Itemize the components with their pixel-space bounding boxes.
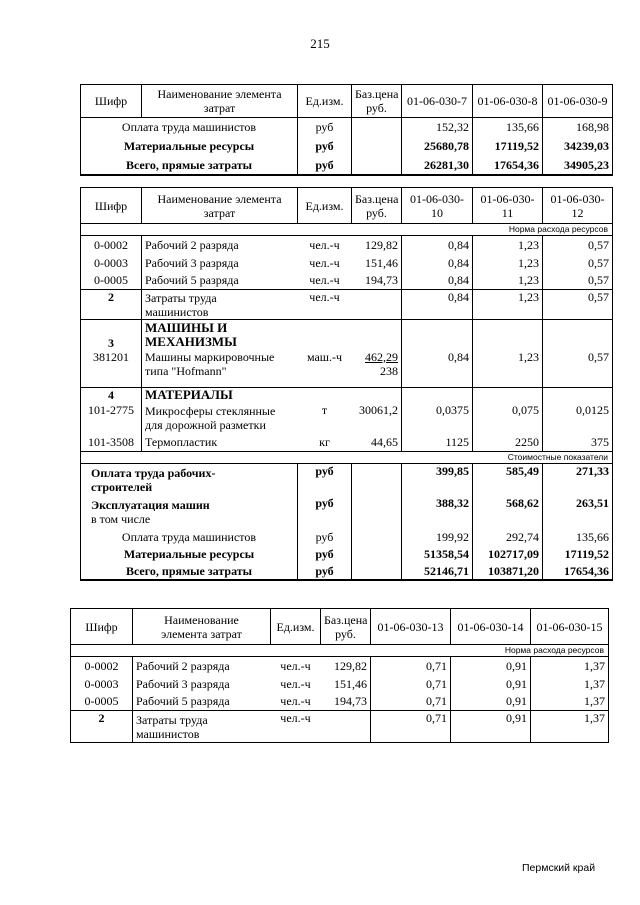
row-value-3: 17119,52	[543, 546, 613, 563]
row-value-2: 102717,09	[473, 546, 543, 563]
header-unit: Ед.изм.	[298, 85, 352, 118]
table-row	[81, 137, 613, 156]
row-code: 2	[71, 711, 133, 743]
table-header	[81, 188, 613, 224]
section-row	[81, 388, 613, 403]
section-title: МАШИНЫ И МЕХАНИЗМЫ	[142, 320, 298, 350]
section-label-row	[81, 224, 613, 236]
row-value-2: 17654,36	[473, 156, 543, 175]
row-value-1: 388,32	[402, 496, 473, 528]
row-code: 0-0002	[81, 236, 142, 254]
row-name: Рабочий 2 разряда	[142, 236, 298, 254]
table-row	[81, 272, 613, 290]
row-code: 381201	[81, 350, 142, 388]
row-value-1: 399,85	[402, 464, 473, 496]
table-row	[81, 496, 613, 528]
section-row	[81, 320, 613, 350]
header-col-3: 01-06-030-15	[531, 609, 609, 645]
row-price: 30061,2	[359, 402, 398, 417]
row-value-1: 0,84	[402, 236, 473, 254]
row-value-1: 199,92	[402, 528, 473, 546]
section-label-row	[81, 452, 613, 464]
resource-table-2	[80, 187, 613, 581]
row-code: 0-0003	[81, 254, 142, 272]
row-price: 194,73	[352, 272, 402, 290]
footer-region: Пермский край	[522, 862, 596, 874]
row-name: Оплата труда рабочих- строителей	[81, 464, 298, 496]
row-name: Всего, прямые затраты	[81, 156, 298, 175]
table-row	[81, 118, 613, 137]
row-name: Рабочий 2 разряда	[133, 657, 271, 675]
row-name: Микросферы стеклянные для дорожной разметки	[142, 403, 298, 434]
row-value-1: 25680,78	[402, 137, 473, 156]
table-row	[81, 464, 613, 496]
norm-label: Норма расхода ресурсов	[71, 645, 609, 657]
row-unit: руб	[298, 546, 352, 563]
page-number: 215	[310, 36, 330, 51]
header-unit: Ед.изм.	[271, 609, 321, 645]
row-unit: чел.-ч	[271, 711, 321, 743]
table-row	[81, 156, 613, 175]
row-value-1: 1125	[402, 434, 473, 452]
row-unit: чел.-ч	[298, 272, 352, 290]
table-row	[71, 657, 609, 675]
row-unit: т	[321, 402, 328, 417]
table-row	[71, 693, 609, 711]
row-value-3: 168,98	[543, 118, 613, 137]
row-value-2: 1,23	[473, 350, 543, 388]
resource-table-1	[80, 84, 613, 176]
row-value-3: 0,57	[543, 236, 613, 254]
norm-label: Норма расхода ресурсов	[81, 224, 613, 236]
header-unit: Ед.изм.	[298, 188, 352, 224]
row-value-3: 375	[543, 434, 613, 452]
row-code: 101-2775	[81, 403, 142, 434]
row-unit: чел.-ч	[280, 676, 311, 691]
row-value-1: 0,84	[402, 254, 473, 272]
row-value-1: 0,0375	[402, 403, 473, 434]
row-value-3: 0,57	[543, 290, 613, 320]
row-price: 151,46	[334, 676, 367, 691]
table-row	[81, 563, 613, 580]
row-unit: руб	[298, 464, 352, 496]
table-row	[81, 528, 613, 546]
row-value-2: 1,23	[473, 272, 543, 290]
row-name: Материальные ресурсы	[81, 137, 298, 156]
row-value-3: 17654,36	[543, 563, 613, 580]
row-name: Затраты труда машинистов	[142, 290, 298, 320]
header-name: Наименование элемента затрат	[142, 188, 298, 224]
row-name: Всего, прямые затраты	[81, 563, 298, 580]
row-value-1: 0,84	[402, 350, 473, 388]
row-value-3: 271,33	[543, 464, 613, 496]
row-name: Рабочий 5 разряда	[142, 272, 298, 290]
table-row	[71, 675, 609, 693]
header-code: Шифр	[71, 609, 133, 645]
header-col-1: 01-06-030- 10	[402, 188, 473, 224]
row-value-2: 1,23	[473, 236, 543, 254]
table-row	[71, 711, 609, 743]
row-value-3: 1,37	[531, 693, 609, 711]
header-col-2: 01-06-030-8	[473, 85, 543, 118]
row-value-1: 0,84	[402, 290, 473, 320]
row-code: 2	[81, 290, 142, 320]
row-value-1: 0,71	[371, 711, 451, 743]
row-value-2: 103871,20	[473, 563, 543, 580]
row-unit: руб	[298, 137, 352, 156]
row-value-2: 0,075	[473, 403, 543, 434]
header-col-2: 01-06-030-14	[451, 609, 531, 645]
row-value-2: 135,66	[473, 118, 543, 137]
row-value-2: 292,74	[473, 528, 543, 546]
row-code: 101-3508	[81, 434, 142, 452]
section-code: 4	[81, 388, 142, 403]
row-price: 194,73	[321, 693, 371, 711]
row-value-3: 0,0125	[543, 403, 613, 434]
row-value-3: 1,37	[531, 711, 609, 743]
table-row	[81, 350, 613, 388]
row-name: Эксплуатация машин в том числе	[81, 496, 298, 528]
row-name: Оплата труда машинистов	[81, 528, 298, 546]
row-name: Рабочий 3 разряда	[133, 675, 271, 693]
row-code: 0-0005	[71, 693, 133, 711]
row-value-2: 17119,52	[473, 137, 543, 156]
row-value-1: 0,71	[371, 657, 451, 675]
row-value-1: 52146,71	[402, 563, 473, 580]
row-value-1: 0,71	[371, 675, 451, 693]
row-code: 0-0003	[71, 675, 133, 693]
row-value-1: 0,71	[371, 693, 451, 711]
header-price: Баз.цена руб.	[352, 85, 402, 118]
row-value-3: 263,51	[543, 496, 613, 528]
row-unit: кг	[319, 435, 330, 450]
row-value-3: 0,57	[543, 254, 613, 272]
row-value-3: 1,37	[531, 657, 609, 675]
row-name: Затраты труда машинистов	[133, 711, 271, 743]
row-value-2: 0,91	[451, 711, 531, 743]
row-value-2: 0,91	[451, 657, 531, 675]
header-col-1: 01-06-030-7	[402, 85, 473, 118]
table-row	[81, 290, 613, 320]
row-price: 151,46	[365, 255, 398, 270]
section-title: МАТЕРИАЛЫ	[142, 388, 298, 403]
resource-table-3	[70, 608, 609, 743]
row-value-2: 585,49	[473, 464, 543, 496]
row-value-2: 2250	[473, 434, 543, 452]
row-value-2: 1,23	[473, 254, 543, 272]
row-name: Термопластик	[142, 434, 298, 452]
row-value-3: 34239,03	[543, 137, 613, 156]
header-code: Шифр	[81, 188, 142, 224]
row-value-2: 1,23	[473, 290, 543, 320]
header-name: Наименование элемента затрат	[133, 609, 271, 645]
table-row	[81, 236, 613, 254]
header-col-3: 01-06-030- 12	[543, 188, 613, 224]
row-value-1: 51358,54	[402, 546, 473, 563]
table-row	[81, 546, 613, 563]
row-value-1: 26281,30	[402, 156, 473, 175]
row-price: 129,82	[365, 237, 398, 252]
row-unit: руб	[298, 528, 352, 546]
section-label-row	[71, 645, 609, 657]
table-row	[81, 434, 613, 452]
row-value-2: 0,91	[451, 675, 531, 693]
row-value-1: 0,84	[402, 272, 473, 290]
row-unit: чел.-ч	[280, 658, 311, 673]
header-price: Баз.цена руб.	[352, 188, 402, 224]
row-unit: чел.-ч	[298, 290, 352, 320]
header-col-1: 01-06-030-13	[371, 609, 451, 645]
row-unit: руб	[298, 118, 352, 137]
row-code: 0-0002	[71, 657, 133, 675]
header-price: Баз.цена руб.	[321, 609, 371, 645]
section-code: 3	[81, 320, 142, 350]
row-price: 129,82	[334, 658, 367, 673]
row-unit: чел.-ч	[309, 255, 340, 270]
row-unit: руб	[298, 563, 352, 580]
row-value-3: 0,57	[543, 272, 613, 290]
row-unit: чел.-ч	[309, 237, 340, 252]
row-unit: чел.-ч	[271, 693, 321, 711]
row-value-3: 0,57	[543, 350, 613, 388]
row-name: Материальные ресурсы	[81, 546, 298, 563]
header-col-3: 01-06-030-9	[543, 85, 613, 118]
header-code: Шифр	[81, 85, 142, 118]
row-value-2: 568,62	[473, 496, 543, 528]
row-name: Машины маркировочные типа "Hofmann"	[142, 350, 298, 388]
row-value-1: 152,32	[402, 118, 473, 137]
row-unit: руб	[298, 496, 352, 528]
table-header	[71, 609, 609, 645]
row-value-3: 34905,23	[543, 156, 613, 175]
row-price: 44,65	[371, 435, 398, 450]
table-row	[81, 403, 613, 434]
cost-label: Стоимостные показатели	[81, 452, 613, 464]
table-row	[81, 254, 613, 272]
row-name: Рабочий 3 разряда	[142, 254, 298, 272]
row-code: 0-0005	[81, 272, 142, 290]
row-value-3: 1,37	[531, 675, 609, 693]
row-unit: руб	[298, 156, 352, 175]
table-header	[81, 85, 613, 118]
header-col-2: 01-06-030- 11	[473, 188, 543, 224]
row-name: Рабочий 5 разряда	[133, 693, 271, 711]
row-value-2: 0,91	[451, 693, 531, 711]
header-name: Наименование элемента затрат	[142, 85, 298, 118]
row-price: 462,29 238	[352, 350, 402, 388]
row-unit: маш.-ч	[298, 350, 352, 388]
row-value-3: 135,66	[543, 528, 613, 546]
row-name: Оплата труда машинистов	[81, 118, 298, 137]
